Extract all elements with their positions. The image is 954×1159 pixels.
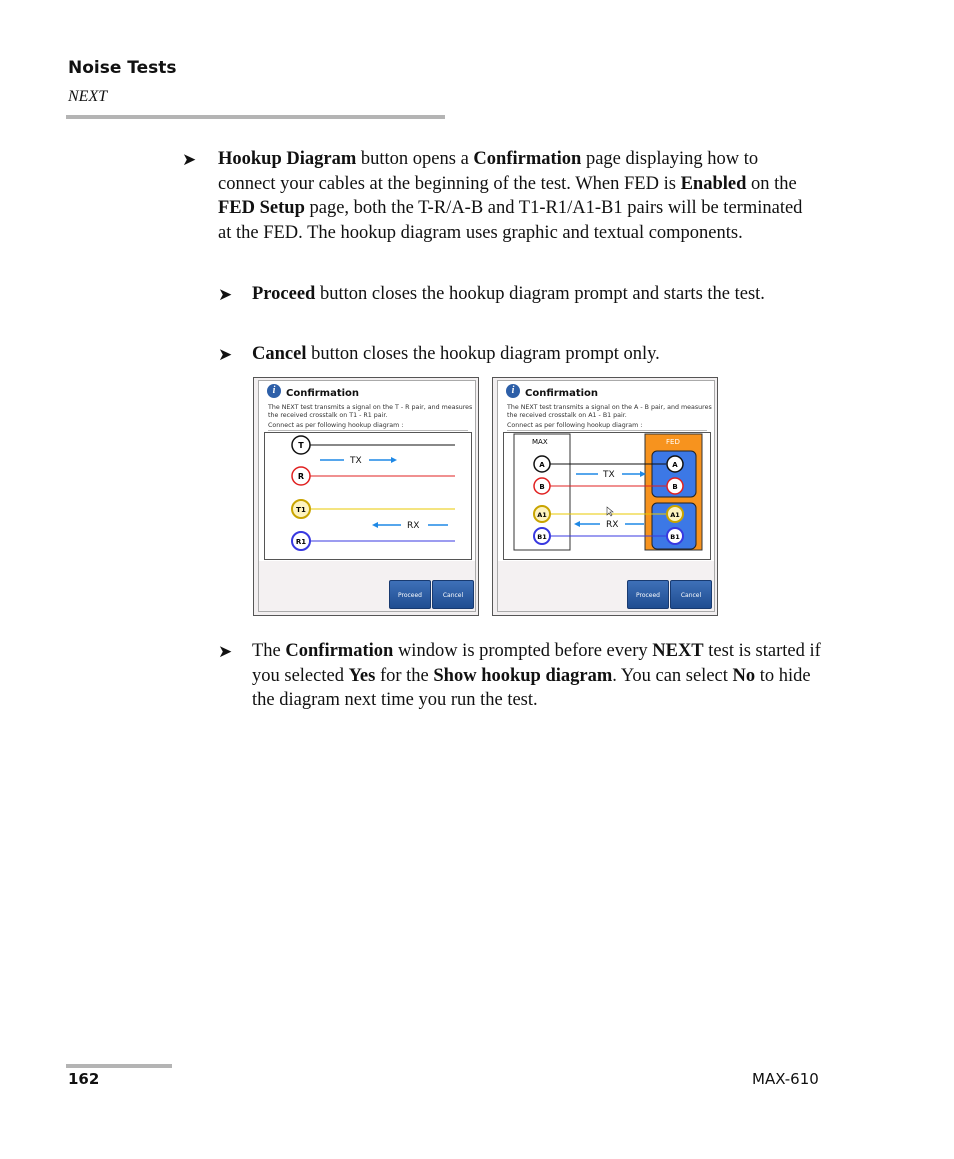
info-icon: i: [267, 384, 281, 398]
connect-instruction: Connect as per following hookup diagram :: [268, 422, 468, 431]
tx-label: TX: [350, 456, 362, 466]
dialog-panel: [497, 380, 715, 612]
section-title: Noise Tests: [68, 58, 177, 78]
dialog-title: Confirmation: [286, 388, 360, 399]
a1-label: A1: [537, 511, 547, 519]
text: The: [252, 641, 286, 661]
text: to hide the diagram next time you run the test.: [252, 665, 811, 711]
max-label: MAX: [532, 438, 548, 446]
product-model: MAX-610: [752, 1070, 819, 1088]
term-hookup-diagram: Hookup Diagram: [218, 149, 357, 169]
hookup-diagram-svg: [504, 433, 710, 559]
fed-a1-label: A1: [670, 511, 680, 519]
r1-label: R1: [295, 538, 307, 546]
bullet-cancel: [218, 342, 822, 367]
bullet-marker-icon: ➤: [182, 150, 197, 170]
hookup-diagram: [503, 432, 711, 560]
hookup-diagram: [264, 432, 472, 560]
bullet-confirmation-window: [218, 639, 822, 713]
dialog-panel: [258, 380, 476, 612]
rx-label: RX: [407, 521, 420, 531]
proceed-button[interactable]: Proceed: [627, 580, 669, 609]
rx-label: RX: [606, 520, 619, 530]
text: page displaying how to connect your cables at the beginning of the test. When FED is: [218, 149, 759, 194]
term-next: NEXT: [652, 641, 704, 661]
tx-label: TX: [603, 470, 615, 480]
term-no: No: [732, 665, 756, 686]
fed-b1-label: B1: [670, 533, 680, 541]
term-cancel: Cancel: [252, 344, 307, 364]
term-show-hookup-diagram: Show hookup diagram: [433, 665, 613, 686]
t1-label: T1: [296, 506, 306, 514]
r-label: R: [297, 472, 305, 481]
text: test is started if you selected: [252, 641, 821, 686]
term-confirmation: Confirmation: [285, 641, 394, 661]
dialog-description: The NEXT test transmits a signal on the T - R pair, and measures the received crosstalk on T1 - R1 pair.: [268, 404, 473, 419]
term-proceed: Proceed: [252, 284, 316, 304]
text: button closes the hookup diagram prompt and starts the test.: [315, 284, 765, 304]
footer-divider: [66, 1064, 172, 1068]
cancel-button[interactable]: Cancel: [670, 580, 712, 609]
text: on the: [746, 173, 797, 194]
header-divider: [66, 115, 445, 119]
a-label: A: [539, 461, 545, 469]
text: . You can select: [612, 665, 733, 686]
info-icon: i: [506, 384, 520, 398]
t-label: T: [298, 441, 304, 450]
text: page, both the T-R/A-B and T1-R1/A1-B1 pairs will be terminated at the FED. The hookup diagram uses graphic and textual components.: [218, 198, 803, 243]
tx-arrow-icon: [391, 457, 397, 463]
connect-instruction: Connect as per following hookup diagram :: [507, 422, 707, 431]
confirmation-screen-left: [253, 377, 479, 616]
term-fed-setup: FED Setup: [218, 198, 305, 219]
page-number: 162: [68, 1070, 100, 1088]
bullet-marker-icon: ➤: [218, 285, 233, 305]
mouse-pointer-icon: [607, 507, 613, 516]
fed-a-label: A: [672, 461, 678, 469]
bullet-hookup-diagram: [182, 147, 818, 245]
cancel-button[interactable]: Cancel: [432, 580, 474, 609]
text: window is prompted before every: [393, 641, 653, 661]
hookup-diagram-svg: [265, 433, 471, 559]
term-enabled: Enabled: [680, 173, 747, 194]
text: button opens a: [356, 149, 474, 169]
confirmation-screen-right: [492, 377, 718, 616]
section-subtitle: NEXT: [68, 88, 108, 105]
fed-label: FED: [666, 438, 680, 446]
bullet-proceed: [218, 282, 822, 307]
dialog-title: Confirmation: [525, 388, 599, 399]
term-confirmation: Confirmation: [473, 149, 582, 169]
text: for the: [375, 665, 434, 686]
dialog-description: The NEXT test transmits a signal on the A - B pair, and measures the received crosstalk on A1 - B1 pair.: [507, 404, 712, 419]
bullet-marker-icon: ➤: [218, 642, 233, 662]
b-label: B: [539, 483, 545, 491]
bullet-marker-icon: ➤: [218, 345, 233, 365]
proceed-button[interactable]: Proceed: [389, 580, 431, 609]
text: button closes the hookup diagram prompt only.: [306, 344, 660, 364]
fed-b-label: B: [672, 483, 678, 491]
b1-label: B1: [537, 533, 547, 541]
term-yes: Yes: [348, 665, 376, 686]
